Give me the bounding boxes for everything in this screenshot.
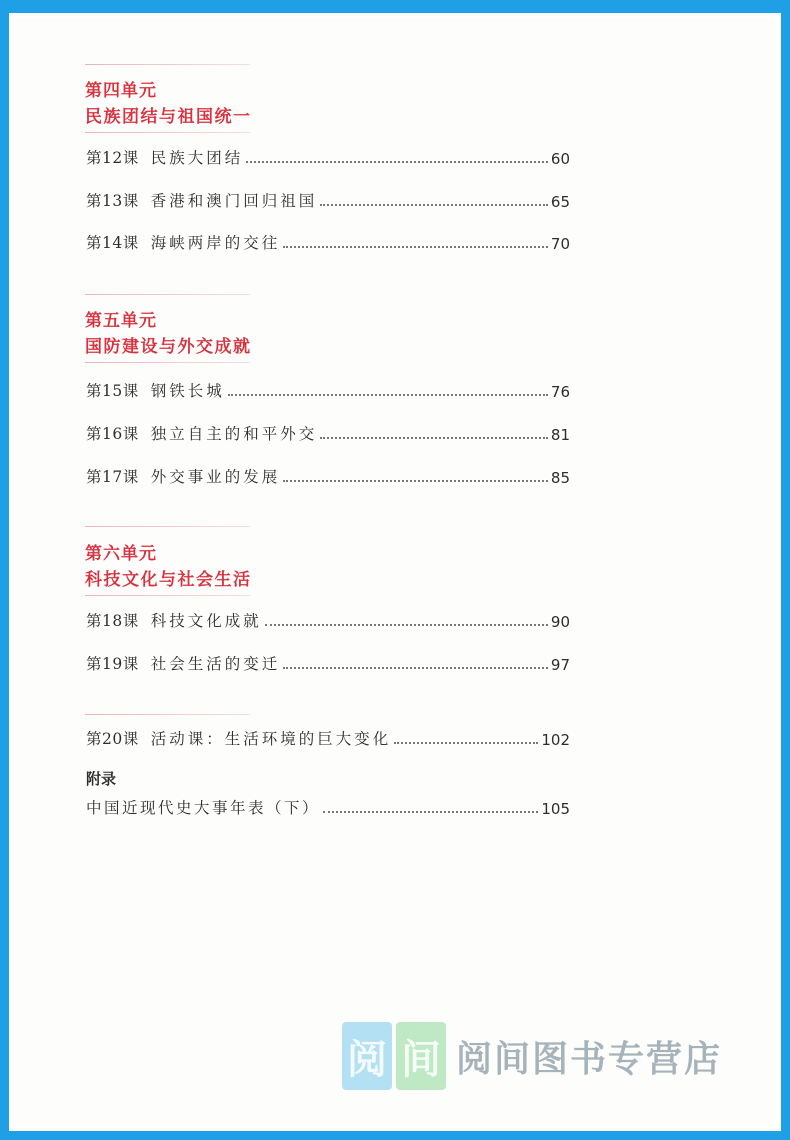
toc-entry-lesson-16[interactable] xyxy=(86,422,570,444)
dot-leader xyxy=(283,667,548,669)
lesson-title: 活动课：生活环境的巨大变化 xyxy=(150,730,392,748)
unit-5-label: 第五单元 xyxy=(85,311,157,331)
dot-leader xyxy=(228,394,548,396)
page-number: 60 xyxy=(550,150,570,168)
lesson-title: 香港和澳门回归祖国 xyxy=(150,192,318,210)
unit-4-name: 民族团结与祖国统一 xyxy=(85,107,252,127)
toc-entry-lesson-18[interactable] xyxy=(86,609,570,631)
lesson-number: 第16课 xyxy=(86,425,139,443)
toc-entry-lesson-20[interactable] xyxy=(86,727,570,749)
watermark-text: 阅间图书专营店 xyxy=(456,1038,723,1080)
lesson-number: 第15课 xyxy=(86,382,139,400)
page-number: 76 xyxy=(550,383,570,401)
lesson-title: 社会生活的变迁 xyxy=(150,655,281,673)
lesson-title: 钢铁长城 xyxy=(150,382,225,400)
lesson-number: 第19课 xyxy=(86,655,139,673)
dot-leader xyxy=(394,742,538,744)
dot-leader xyxy=(283,246,548,248)
dot-leader xyxy=(320,437,548,439)
page-number: 70 xyxy=(550,235,570,253)
unit-divider xyxy=(85,294,250,295)
unit-divider xyxy=(85,362,250,363)
book-right-page: 间 xyxy=(396,1022,446,1090)
unit-4-label: 第四单元 xyxy=(85,81,157,101)
lesson-number: 第13课 xyxy=(86,192,139,210)
dot-leader xyxy=(320,204,548,206)
toc-entry-appendix[interactable] xyxy=(86,796,570,818)
lesson-title: 民族大团结 xyxy=(150,149,244,167)
page-number: 85 xyxy=(550,469,570,487)
open-book-icon xyxy=(340,1018,450,1094)
lesson-number: 第20课 xyxy=(86,730,139,748)
unit-divider xyxy=(85,526,250,527)
lesson-number: 第17课 xyxy=(86,468,139,486)
lesson-number: 第14课 xyxy=(86,234,139,252)
unit-6-name: 科技文化与社会生活 xyxy=(85,570,252,590)
book-left-page: 阅 xyxy=(342,1022,392,1090)
toc-entry-lesson-15[interactable] xyxy=(86,379,570,401)
dot-leader xyxy=(246,161,548,163)
page-number: 90 xyxy=(550,613,570,631)
lesson-number: 第18课 xyxy=(86,612,139,630)
dot-leader xyxy=(323,811,538,813)
lesson-title: 独立自主的和平外交 xyxy=(150,425,318,443)
store-watermark xyxy=(340,1016,740,1096)
unit-5-name: 国防建设与外交成就 xyxy=(85,337,252,357)
page-number: 81 xyxy=(550,426,570,444)
unit-6-label: 第六单元 xyxy=(85,544,157,564)
unit-divider xyxy=(85,64,250,65)
dot-leader xyxy=(283,480,548,482)
page-number: 102 xyxy=(541,731,570,749)
page-number: 105 xyxy=(541,800,570,818)
unit-divider xyxy=(85,595,250,596)
lesson-number: 第12课 xyxy=(86,149,139,167)
page-number: 97 xyxy=(550,656,570,674)
lesson-title: 外交事业的发展 xyxy=(150,468,281,486)
toc-entry-lesson-17[interactable] xyxy=(86,465,570,487)
lesson-title: 海峡两岸的交往 xyxy=(150,234,281,252)
section-divider xyxy=(85,714,250,715)
toc-entry-lesson-12[interactable] xyxy=(86,146,570,168)
lesson-title: 科技文化成就 xyxy=(150,612,262,630)
toc-entry-lesson-14[interactable] xyxy=(86,231,570,253)
page-number: 65 xyxy=(550,193,570,211)
toc-entry-lesson-19[interactable] xyxy=(86,652,570,674)
appendix-title: 中国近现代史大事年表（下） xyxy=(86,799,321,817)
dot-leader xyxy=(265,624,548,626)
appendix-label: 附录 xyxy=(86,770,117,788)
toc-page xyxy=(14,18,774,1124)
toc-entry-lesson-13[interactable] xyxy=(86,189,570,211)
unit-divider xyxy=(85,132,250,133)
